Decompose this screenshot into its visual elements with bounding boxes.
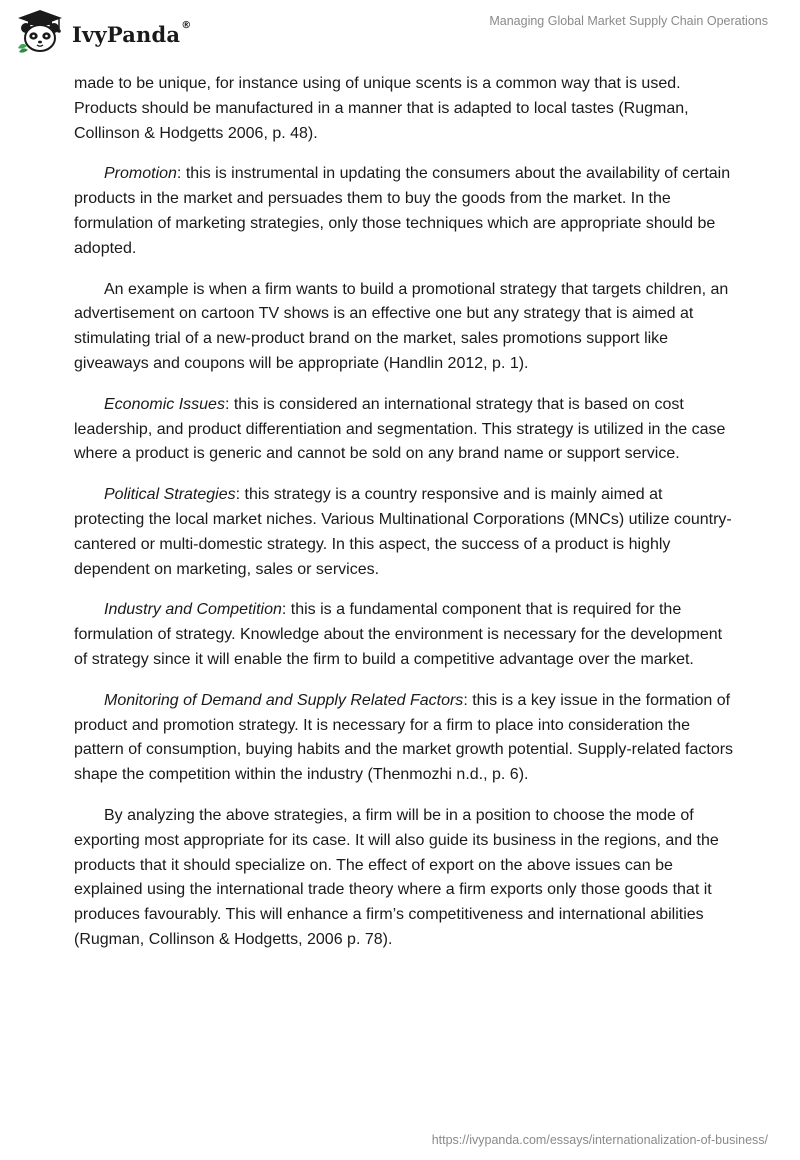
paragraph: Industry and Competition: this is a fundamental component that is required for the formulation of strategy. Knowledge about the environment is necessary for the development of strategy since it will enable the firm to build a competitive advantage over the market. — [74, 601, 723, 668]
paragraph-heading: Political Strategies — [104, 486, 236, 504]
brand-logo[interactable] — [14, 8, 191, 56]
document-title: Managing Global Market Supply Chain Operations — [489, 14, 768, 28]
paragraph: Monitoring of Demand and Supply Related Factors: this is a key issue in the formation of product and promotion strategy. It is necessary for a firm to place into consideration the pattern of consumption, buying habits and the market growth potential. Supply-related factors shape the competition within the industry (Thenmozhi n.d., p. 6). — [74, 691, 734, 784]
paragraph-heading: Promotion — [104, 165, 177, 183]
paragraph: An example is when a firm wants to build a promotional strategy that targets children, an advertisement on cartoon TV shows is an effective one but any strategy that is aimed at stimulating trial of a new-product brand on the market, sales promotions support like giveaways and coupons will be appropriate (Handlin 2012, p. 1). — [74, 280, 729, 372]
paragraph: made to be unique, for instance using of unique scents is a common way that is used. Products should be manufactured in a manner that is adapted to local tastes (Rugman, Collinson & Hodgetts 2006, p. 48). — [74, 75, 689, 142]
paragraph-heading: Economic Issues — [104, 395, 225, 413]
paragraph: By analyzing the above strategies, a firm will be in a position to choose the mode of exporting most appropriate for its case. It will also guide its business in the regions, and the products that it should specialize on. The effect of export on the above issues can be explained using the international trade theory where a firm exports only those goods that it produces favourably. This will enhance a firm’s competitiveness and international abilities (Rugman, Collinson & Hodgetts, 2006 p. 78). — [74, 806, 719, 948]
paragraph: Promotion: this is instrumental in updating the consumers about the availability of certain products in the market and persuades them to buy the goods from the market. In the formulation of marketing strategies, only those techniques which are appropriate should be adopted. — [74, 165, 731, 257]
page-header — [0, 0, 800, 64]
essay-body — [74, 72, 734, 969]
paragraph-heading: Monitoring of Demand and Supply Related Factors — [104, 691, 464, 709]
paragraph-heading: Industry and Competition — [104, 601, 282, 619]
paragraph: Political Strategies: this strategy is a country responsive and is mainly aimed at protecting the local market niches. Various Multinational Corporations (MNCs) utilize country-cantered or multi-domestic strategy. In this aspect, the success of a product is highly dependent on marketing, sales or services. — [74, 486, 732, 578]
paragraph: Economic Issues: this is considered an international strategy that is based on cost leadership, and product differentiation and segmentation. This strategy is utilized in the case where a product is generic and cannot be sold on any brand name or support service. — [74, 395, 726, 463]
source-url-link[interactable]: https://ivypanda.com/essays/internationalization-of-business/ — [431, 1133, 768, 1147]
panda-graduate-icon — [14, 8, 66, 56]
brand-name: IvyPanda® — [72, 19, 192, 47]
